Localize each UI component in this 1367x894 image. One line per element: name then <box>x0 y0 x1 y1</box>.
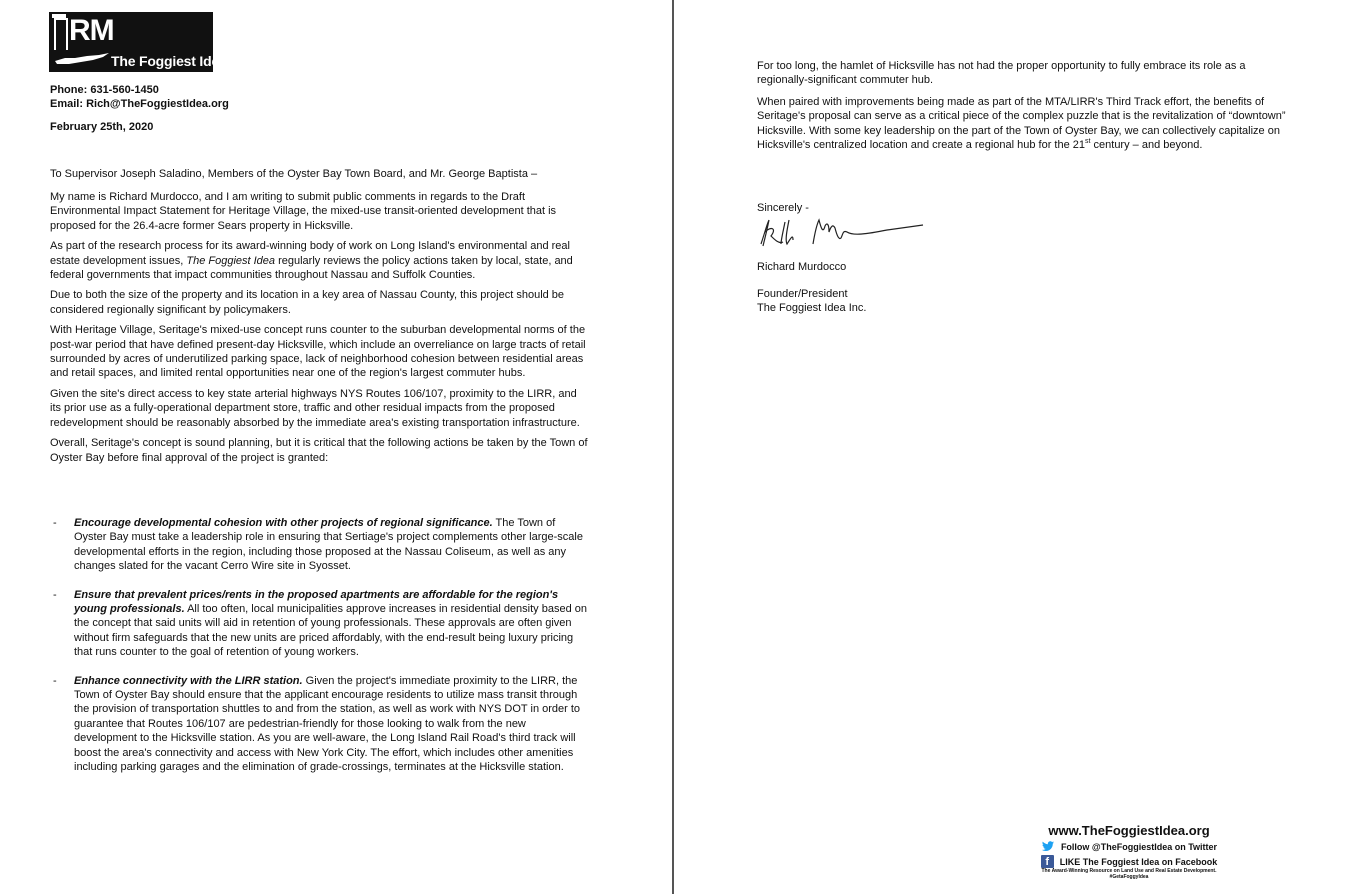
twitter-icon <box>1041 841 1055 852</box>
paragraph-concept: With Heritage Village, Seritage's mixed-use concept runs counter to the suburban developmental norms of the post-war period that have defined present-day Hicksville, which include an overreliance on large tracts of retail surrounded by acres of underutilized parking space, lack of neighborhood cohesion between residential areas and retail spaces, and limited rental opportunities near one of the region's largest commuter hubs. <box>50 324 586 380</box>
facebook-text: LIKE The Foggiest Idea on Facebook <box>1059 856 1218 867</box>
handwritten-signature <box>757 214 927 250</box>
bullet-dash: - <box>53 674 57 687</box>
action-item <box>50 516 590 574</box>
action-heading: Enhance connectivity with the LIRR station. <box>74 674 303 687</box>
closing: Sincerely - <box>757 202 809 214</box>
footer-hashtag: #GetaFoggyIdea <box>1109 874 1149 880</box>
letter-page-2 <box>674 0 1367 894</box>
paragraph-hub: For too long, the hamlet of Hicksville has not had the proper opportunity to fully embrace its role as a regionally-significant commuter hub. <box>757 60 1246 87</box>
action-list <box>50 516 590 789</box>
paragraph-significance: Due to both the size of the property and its location in a key area of Nassau County, this project should be considered regionally significant by policymakers. <box>50 289 565 316</box>
paragraph-overall: Overall, Seritage's concept is sound planning, but it is critical that the following actions be taken by the Town of Oyster Bay before final approval of the project is granted: <box>50 437 588 464</box>
paragraph-access: Given the site's direct access to key state arterial highways NYS Routes 106/107, proximity to the LIRR, and its prior use as a fully-operational department store, traffic and other residual impacts from the proposed redevelopment should be reasonably absorbed by the immediate area's existing transportation infrastructure. <box>50 387 580 429</box>
signer-title-block <box>757 287 866 315</box>
website-link[interactable]: www.TheFoggiestIdea.org <box>1048 823 1210 838</box>
logo-monogram: RM <box>69 14 114 47</box>
action-item <box>50 588 590 660</box>
phone-line: Phone: 631-560-1450 <box>50 84 159 96</box>
footer-tagline: The Award-Winning Resource on Land Use and Real Estate Development. <box>1041 868 1217 874</box>
signer-title: Founder/President <box>757 288 848 300</box>
bullet-dash: - <box>53 517 57 529</box>
salutation: To Supervisor Joseph Saladino, Members of the Oyster Bay Town Board, and Mr. George Baptista – <box>50 168 538 180</box>
action-heading: Encourage developmental cohesion with other projects of regional significance. <box>74 517 493 529</box>
contact-block <box>50 84 229 111</box>
paragraph-research: As part of the research process for its award-winning body of work on Long Island's environmental and real estate development issues, The Foggiest Idea regularly reviews the policy actions taken by local, state, and federal governments that impact communities throughout Nassau and Suffolk Counties. <box>50 240 573 282</box>
facebook-icon: f <box>1041 855 1054 868</box>
action-text: All too often, local municipalities approve increases in residential density based on the concept that said units will aid in retention of young professionals. These approvals are often given without firm safeguards that the new units are priced affordably, with the end-result being luxury pricing that runs counter to the goal of retention of young workers. <box>74 603 587 659</box>
signer-organization: The Foggiest Idea Inc. <box>757 302 867 314</box>
publication-name: The Foggiest Idea <box>186 254 276 267</box>
bullet-dash: - <box>53 588 57 601</box>
letter-body <box>50 190 590 471</box>
paragraph-third-track: When paired with improvements being made as part of the MTA/LIRR's Third Track effort, the benefits of Seritage's proposal can serve as a critical piece of the complex puzzle that is the revitalization of “downtown” Hicksville. With some key leadership on the part of the Town of Oyster Bay, we can collectively capitalize on Hicksville's centralized location and create a regional hub for the 21st century – and beyond. <box>757 95 1286 152</box>
letter-body-continued <box>757 59 1297 159</box>
signer-name: Richard Murdocco <box>757 261 847 273</box>
letter-footer <box>919 823 1339 880</box>
letter-page-1 <box>0 0 672 894</box>
action-heading: Ensure that prevalent prices/rents in the proposed apartments are affordable for the region's young professionals. <box>74 588 559 616</box>
action-text: Given the project's immediate proximity to the LIRR, the Town of Oyster Bay should ensure that the applicant encourage residents to utilize mass transit through the provision of transportation shuttles to and from the station, as well as work with NYS DOT in order to guarantee that Routes 106/107 are pedestrian-friendly for those looking to walk from the new development to the Hicksville station. As you are well-aware, the Long Island Rail Road's third track will boost the area's connectivity and access with New York City. The effort, which includes other amenities including parking garages and the elimination of grade-crossings, terminates at the Hicksville station. <box>74 674 581 774</box>
logo-brand-text: The Foggiest Idea <box>111 53 227 69</box>
twitter-text: Follow @TheFoggiestIdea on Twitter <box>1060 841 1218 852</box>
email-line: Email: Rich@TheFoggiestIdea.org <box>50 97 229 110</box>
facebook-line[interactable] <box>919 855 1339 868</box>
lighthouse-icon <box>54 18 68 50</box>
foggiest-idea-logo <box>49 12 227 72</box>
long-island-icon <box>53 52 111 66</box>
action-text: The Town of Oyster Bay must take a leadership role in ensuring that Sertiage's project complements other large-scale developmental efforts in the region, including those proposed at the Nassau Coliseum, as well as any changes slated for the vacant Cerro Wire site in Syosset. <box>74 517 583 573</box>
action-item <box>50 674 590 775</box>
letter-date: February 25th, 2020 <box>50 121 154 133</box>
paragraph-intro: My name is Richard Murdocco, and I am writing to submit public comments in regards to the Draft Environmental Impact Statement for Heritage Village, the mixed-use transit-oriented development that is proposed for the 26.4-acre former Sears property in Hicksville. <box>50 191 557 232</box>
twitter-line[interactable] <box>919 841 1339 852</box>
